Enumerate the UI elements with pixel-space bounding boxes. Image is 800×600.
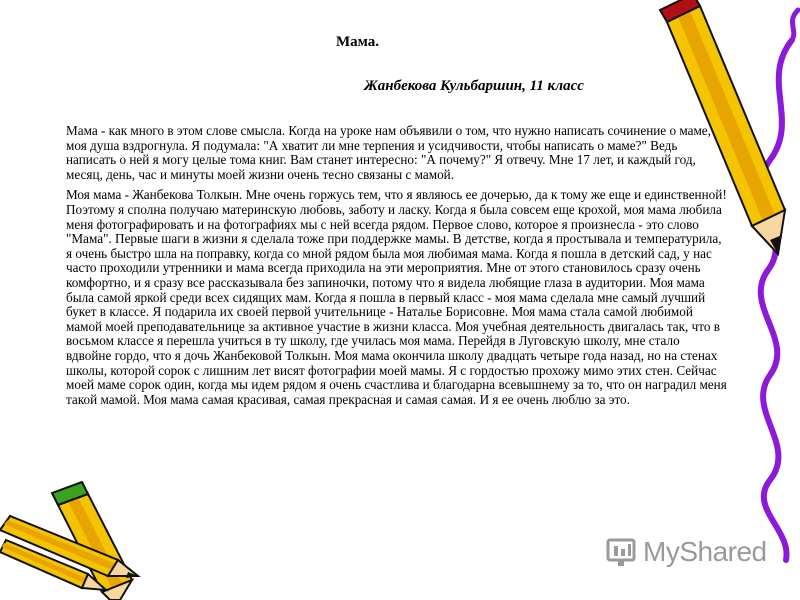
watermark	[604, 534, 767, 570]
watermark-text: MyShared	[643, 536, 767, 567]
essay-body	[66, 124, 728, 413]
document-author: Жанбекова Кульбаршин, 11 класс	[364, 78, 584, 94]
document-title: Мама.	[336, 34, 380, 50]
ribbon-swirl-icon	[761, 40, 792, 560]
paragraph-2: Моя мама - Жанбекова Толкын. Мне очень горжусь тем, что я являюсь ее дочерью, да к тому же еще и единственной! Поэтому я сполна получаю материнскую любовь, заботу и ласку. Когда я была совсем еще крохой, моя мама любила меня фотографировать и на фотографиях мы с ней всегда рядом. Первое слово, которое я произнесла - это слово "Мама". Первые шаги в жизни я сделала тоже при поддержке мамы. В детстве, когда я простывала и температурила, я очень быстро шла на поправку, когда со мной рядом была моя любимая мама. Когда я пошла в детский сад, у нас часто проходили утренники и мама всегда приходила на эти мероприятия. Мне от этого становилось сразу очень комфортно, и я сразу все рассказывала без запиночки, потому что я видела любящие глаза в аудитории. Моя мама была самой яркой среди всех сидящих мам. Когда я пошла в первый класс - моя мама сделала мне самый лучший букет в классе. Я подарила их своей первой учительнице - Наталье Борисовне. Моя мама стала самой любимой мамой моей преподавательнице за активное участие в жизни класса. Моя учебная деятельность двигалась так, что в восьмом классе я перешла учиться в ту школу, где училась моя мама. Перейдя в Луговскую школу, мне стало вдвойне гордо, что я дочь Жанбековой Толкын. Моя мама окончила школу двадцать четыре года назад, но на стенах школы, которой сорок с лишним лет висят фотографии моей мамы. Я с гордостью прохожу мимо этих стен. Сейчас моей маме сорок один, когда мы идем рядом я очень счастлива и благодарна всевышнему за то, что он наградил меня такой мамой. Моя мама самая красивая, самая прекрасная и самая самая. И я ее очень люблю за это.	[66, 187, 727, 407]
paragraph-1: Мама - как много в этом слове смысла. Когда на уроке нам объявили о том, что нужно написать сочинение о маме, моя душа вздрогнула. Я подумала: "А хватит ли мне терпения и усидчивости, чтобы написать о маме?" Ведь написать о ней я могу целые тома книг. Вам станет интересно: "А почему?" Я отвечу. Мне 17 лет, и каждый год, месяц, день, час и минуты моей жизни очень тесно связаны с мамой.	[66, 123, 711, 182]
myshared-logo-icon	[604, 534, 640, 570]
